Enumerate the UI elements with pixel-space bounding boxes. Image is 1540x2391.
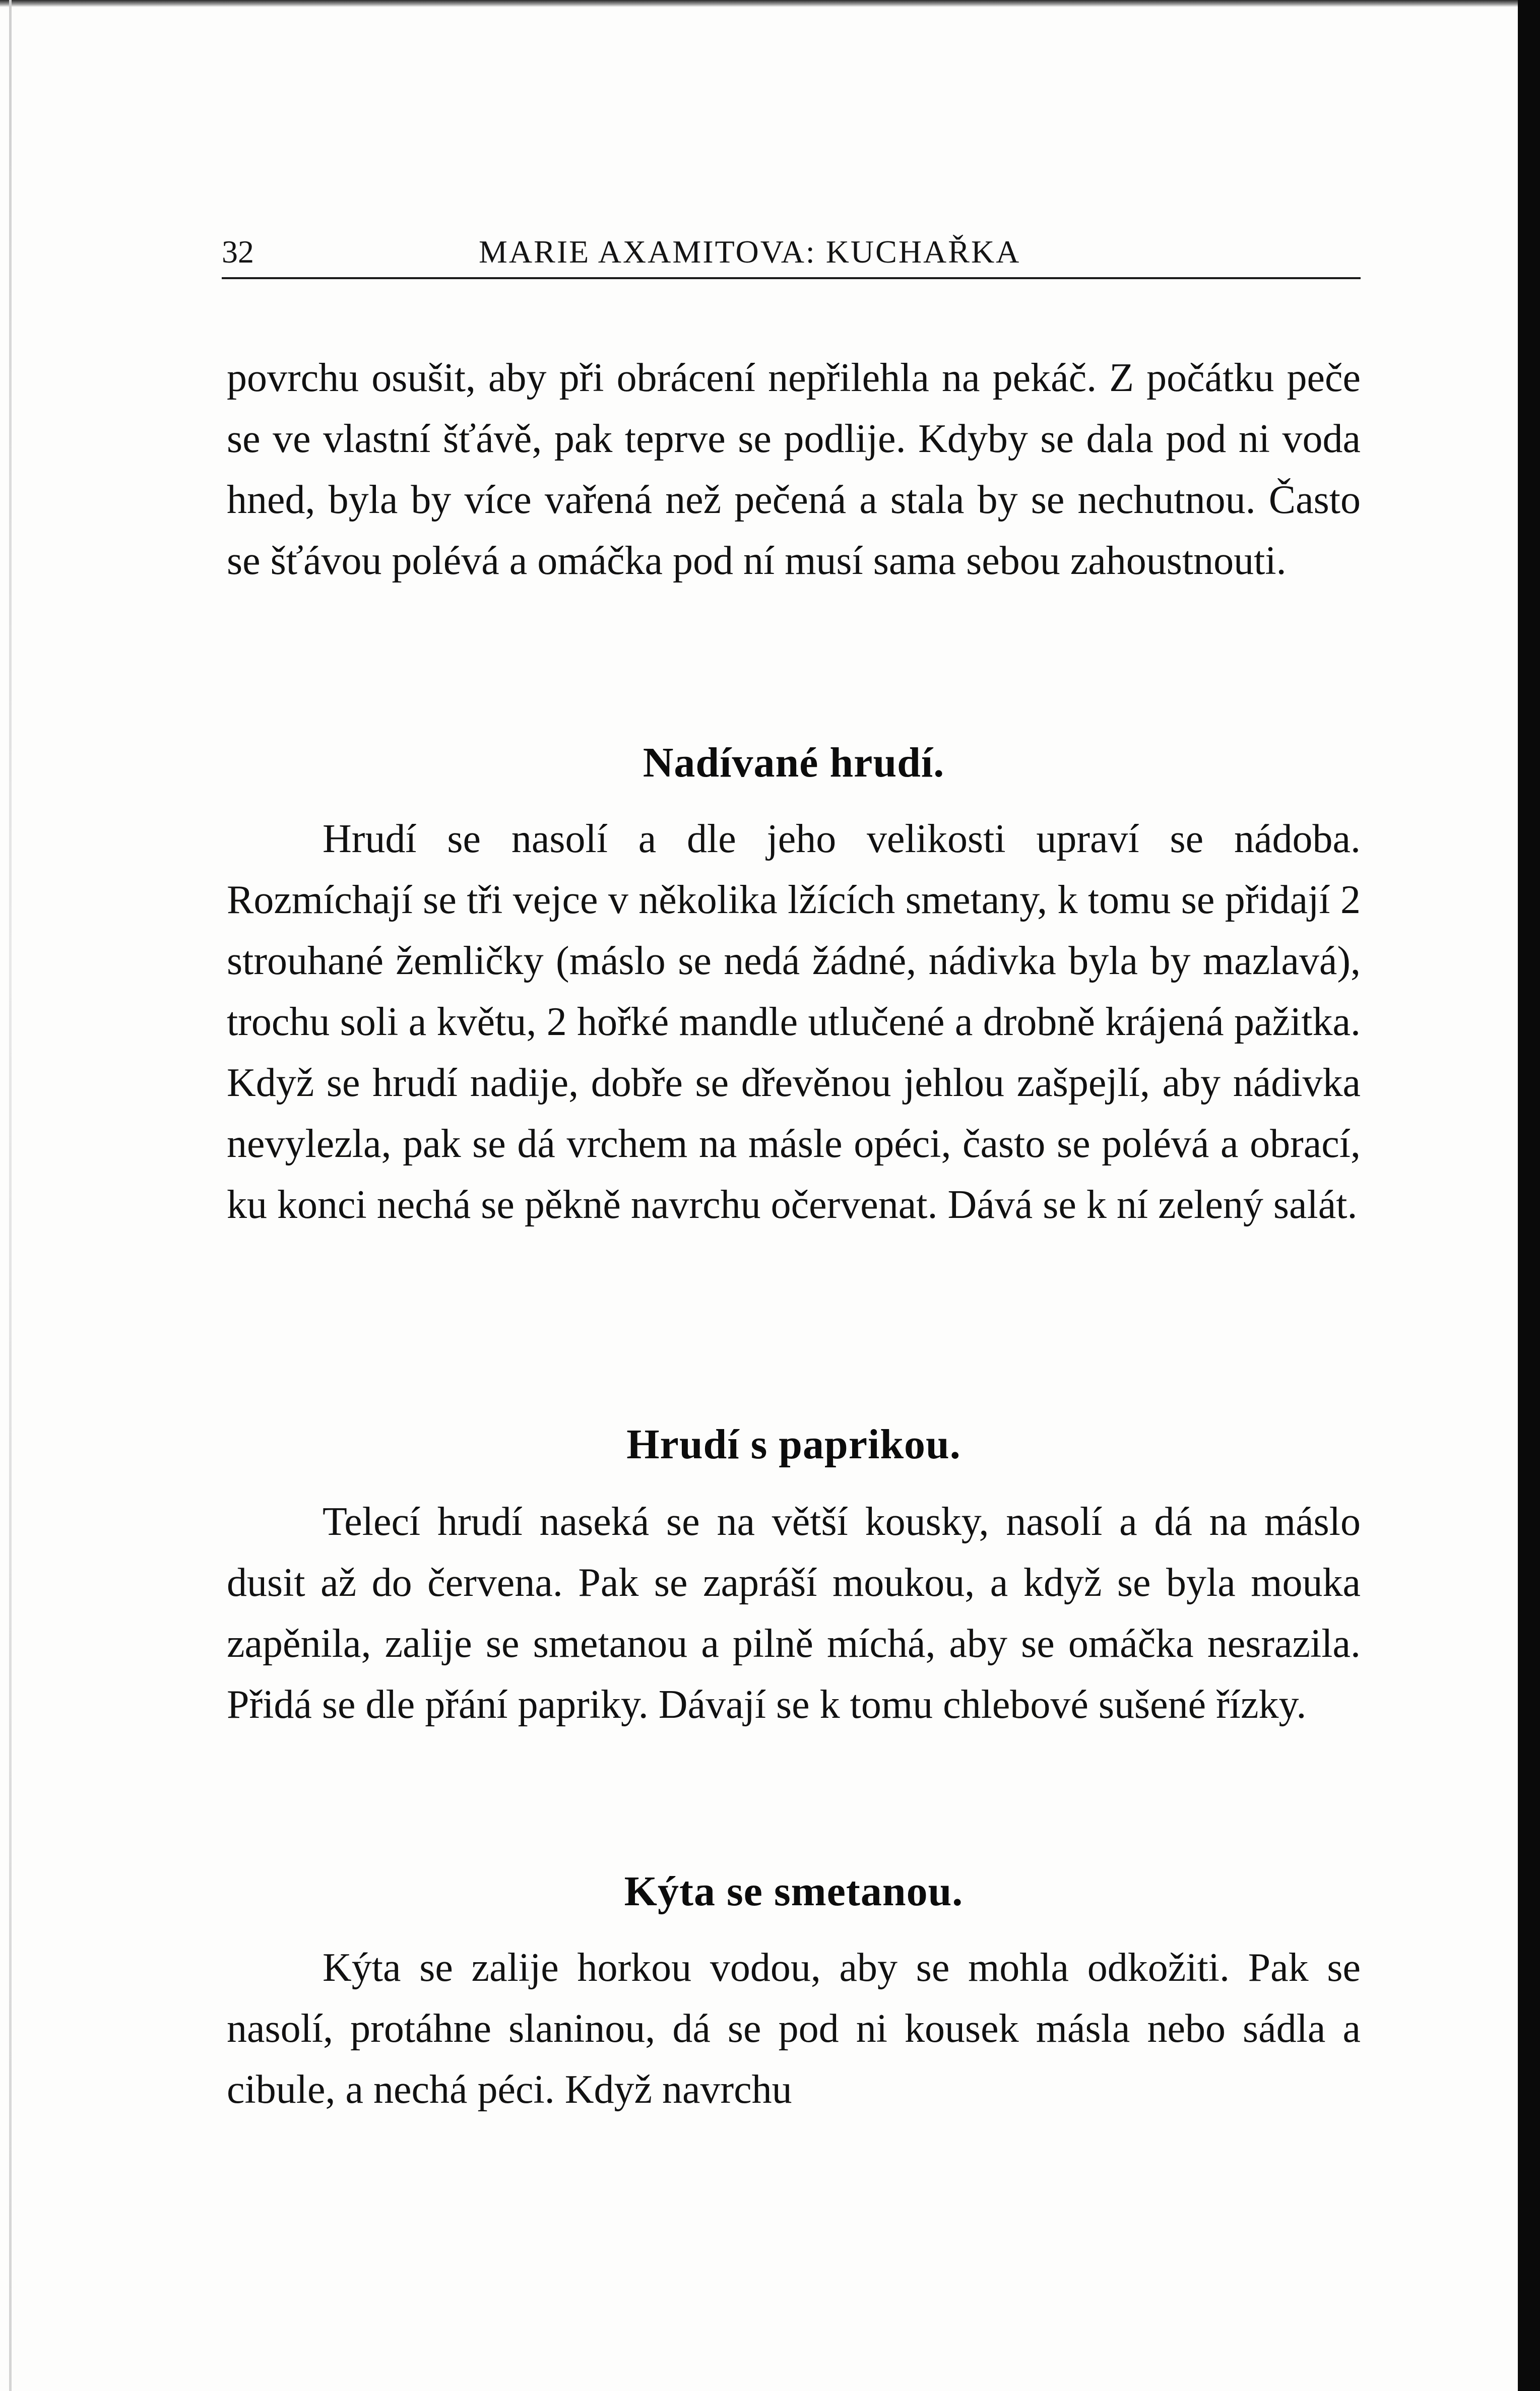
scan-edge-top: [0, 0, 1518, 7]
paragraph-text: Telecí hrudí naseká se na větší kousky, nasolí a dá na máslo dusit až do červena. Pak se zapráší moukou, a když se byla mouka zapěnila, zalije se smetanou a pilně míchá, aby se omáčka nesrazila. Přidá se dle přání papriky. Dávají se k tomu chlebové sušené řízky.: [227, 1500, 1361, 1727]
running-head: [222, 229, 1361, 279]
scan-edge-right: [1518, 0, 1540, 2391]
recipe-heading-nadivane-hrudi: Nadívané hrudí.: [643, 739, 945, 786]
recipe-body-kyta-se-smetanou: [227, 1937, 1361, 2120]
running-title: MARIE AXAMITOVA: KUCHAŘKA: [479, 234, 1021, 270]
paragraph-text: Kýta se zalije horkou vodou, aby se mohla odkožiti. Pak se nasolí, protáhne slaninou, dá se pod ni kousek másla nebo sádla a cibule, a nechá péci. Když navrchu: [227, 1946, 1361, 2112]
recipe-body-nadivane-hrudi: [227, 809, 1361, 1236]
page-number: 32: [222, 234, 254, 270]
paragraph-continued: [227, 348, 1361, 592]
paragraph-text: povrchu osušit, aby při obrácení nepřilehla na pekáč. Z počátku peče se ve vlastní šťávě, pak teprve se podlije. Kdyby se dala pod ni voda hned, byla by více vařená než pečená a stala by se nechutnou. Často se šťávou polévá a omáčka pod ní musí sama sebou zahoustnouti.: [227, 356, 1361, 583]
recipe-heading-hrudi-s-paprikou: Hrudí s paprikou.: [626, 1421, 961, 1468]
recipe-body-hrudi-s-paprikou: [227, 1492, 1361, 1735]
scan-edge-left: [9, 0, 12, 2391]
recipe-heading-kyta-se-smetanou: Kýta se smetanou.: [624, 1868, 964, 1915]
paragraph-text: Hrudí se nasolí a dle jeho velikosti upraví se nádoba. Rozmíchají se tři vejce v několika lžících smetany, k tomu se přidají 2 strouhané žemličky (máslo se nedá žádné, nádivka byla by mazlavá), trochu soli a květu, 2 hořké mandle utlučené a drobně krájená pažitka. Když se hrudí nadije, dobře se dřevěnou jehlou zašpejlí, aby nádivka nevylezla, pak se dá vrchem na másle opéci, často se polévá a obrací, ku konci nechá se pěkně navrchu očervenat. Dává se k ní zelený salát.: [227, 817, 1361, 1227]
